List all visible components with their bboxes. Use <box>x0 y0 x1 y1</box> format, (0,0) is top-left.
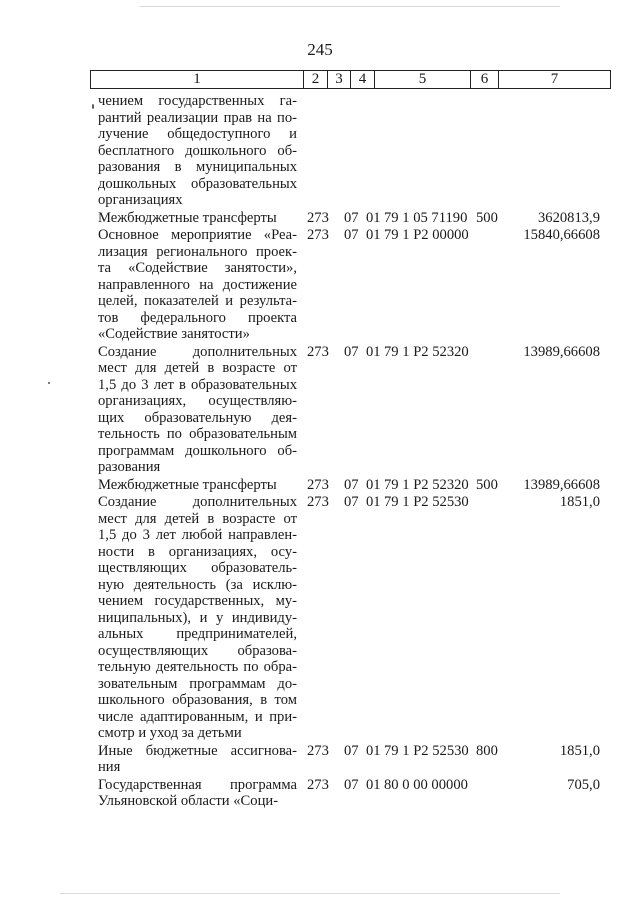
table-row <box>0 227 640 344</box>
row-name-line: лизация регионального проек- <box>98 243 297 260</box>
scan-mark <box>92 104 94 109</box>
row-ministry-code: 273 <box>307 494 329 510</box>
header-col-2: 2 <box>304 71 328 88</box>
row-name-line: щих образовательную дея- <box>98 409 297 426</box>
table-row <box>0 743 640 777</box>
row-name-line: тов федерального проекта <box>98 309 297 326</box>
row-name-line: разования <box>98 459 161 475</box>
row-section: 07 <box>344 494 359 510</box>
row-name <box>98 477 297 494</box>
row-name-line: Межбюджетные трансферты <box>98 476 277 493</box>
row-subsection: 01 <box>366 227 381 243</box>
row-name-line: смотр и уход за детьми <box>98 725 242 741</box>
row-name-line: числе адаптированным, и при- <box>98 708 297 725</box>
scan-mark <box>48 382 50 384</box>
row-name-line: чением государственных, му- <box>98 593 297 609</box>
row-section: 07 <box>344 227 359 243</box>
row-subsection: 01 <box>366 742 381 759</box>
table-body <box>0 93 640 811</box>
row-article: 79 1 P2 00000 <box>384 227 469 243</box>
row-name-line: целей, показателей и результа- <box>98 293 297 309</box>
row-name-line: Создание дополнительных <box>98 494 297 510</box>
row-name-line: программам дошкольного об- <box>98 442 297 459</box>
row-name-line: та «Содействие занятости», <box>98 260 297 276</box>
row-amount: 1851,0 <box>559 494 600 510</box>
row-name <box>98 210 297 227</box>
row-article: 79 1 P2 52320 <box>384 476 469 493</box>
row-name-line: мест для детей в возрасте от <box>98 360 297 376</box>
row-name-line: чением государственных га- <box>98 93 297 109</box>
table-row <box>0 494 640 743</box>
header-col-4: 4 <box>351 71 375 88</box>
row-name-line: бесплатного дошкольного об- <box>98 142 297 159</box>
row-amount: 13989,66608 <box>523 476 600 493</box>
row-subsection: 01 <box>366 209 381 226</box>
row-name-line: организациях, осуществляю- <box>98 393 297 409</box>
row-section: 07 <box>344 476 359 493</box>
row-name-line: разования в муниципальных <box>98 159 297 175</box>
row-expense-type: 500 <box>476 209 498 226</box>
header-col-6: 6 <box>471 71 499 88</box>
row-name <box>98 494 297 742</box>
table-header <box>90 70 611 89</box>
row-name-line: 1,5 до 3 лет в образовательных <box>98 376 297 393</box>
row-name-line: осуществляющих образова- <box>98 642 297 659</box>
row-amount: 13989,66608 <box>523 343 600 360</box>
row-subsection: 01 <box>366 343 381 360</box>
row-name-line: дошкольных образовательных <box>98 175 297 192</box>
row-name <box>98 227 297 343</box>
row-name <box>98 743 297 776</box>
row-name-line: Иные бюджетные ассигнова- <box>98 742 297 759</box>
row-article: 79 1 05 71190 <box>384 209 468 226</box>
row-name-line: ности в организациях, осу- <box>98 543 297 560</box>
row-name-line: 1,5 до 3 лет любой направлен- <box>98 527 297 543</box>
row-name <box>98 93 297 209</box>
row-ministry-code: 273 <box>307 742 329 759</box>
row-amount: 705,0 <box>567 776 600 793</box>
row-article: 79 1 P2 52530 <box>384 494 469 510</box>
row-ministry-code: 273 <box>307 343 329 360</box>
row-name-line: ную деятельность (за исклю- <box>98 576 297 593</box>
row-section: 07 <box>344 776 359 793</box>
row-amount: 1851,0 <box>559 742 600 759</box>
row-expense-type: 800 <box>476 742 498 759</box>
header-col-7: 7 <box>550 71 559 87</box>
row-section: 07 <box>344 209 359 226</box>
row-subsection: 01 <box>366 476 381 493</box>
row-name-line: ществляющих образователь- <box>98 560 297 576</box>
row-name-line: тельную деятельность по обра- <box>98 659 297 675</box>
row-name-line: Межбюджетные трансферты <box>98 209 277 226</box>
row-amount: 3620813,9 <box>537 209 600 226</box>
row-article: 79 1 P2 52320 <box>384 343 469 360</box>
scan-edge-top <box>140 6 560 7</box>
row-name-line: Основное мероприятие «Реа- <box>98 227 297 243</box>
scan-edge-bottom <box>60 893 560 894</box>
row-name-line: «Содействие занятости» <box>98 326 250 342</box>
row-name-line: зовательным программам до- <box>98 675 297 692</box>
row-ministry-code: 273 <box>307 227 329 243</box>
row-ministry-code: 273 <box>307 209 329 226</box>
row-amount: 15840,66608 <box>523 227 600 243</box>
row-ministry-code: 273 <box>307 476 329 493</box>
row-name-line: ния <box>98 759 121 775</box>
page-number: 245 <box>307 40 333 59</box>
row-name-line: мест для детей в возрасте от <box>98 510 297 527</box>
header-col-1: 1 <box>91 71 304 88</box>
table-row <box>0 777 640 811</box>
row-name-line: лучение общедоступного и <box>98 126 297 142</box>
row-subsection: 01 <box>366 494 381 510</box>
row-name-line: школьного образования, в том <box>98 692 297 708</box>
table-row <box>0 344 640 477</box>
row-name-line: организациях <box>98 192 183 208</box>
table-row <box>0 477 640 495</box>
row-ministry-code: 273 <box>307 776 329 793</box>
row-name-line: тельность по образовательным <box>98 426 297 442</box>
row-subsection: 01 <box>366 776 381 793</box>
row-article: 80 0 00 00000 <box>384 776 468 793</box>
header-col-3: 3 <box>328 71 351 88</box>
row-name-line: рантий реализации прав на по- <box>98 109 297 126</box>
header-col-5: 5 <box>375 71 471 88</box>
row-name <box>98 344 297 476</box>
row-name-line: Государственная программа <box>98 776 297 793</box>
row-name-line: альных предпринимателей, <box>98 626 297 642</box>
row-name-line: ниципальных), и у индивиду- <box>98 609 297 626</box>
row-name-line: направленного на достижение <box>98 276 297 293</box>
row-name-line: Создание дополнительных <box>98 343 297 360</box>
row-section: 07 <box>344 343 359 360</box>
table-row <box>0 210 640 228</box>
row-name-line: Ульяновской области «Соци- <box>98 793 279 809</box>
row-expense-type: 500 <box>476 476 498 493</box>
row-article: 79 1 P2 52530 <box>384 742 469 759</box>
table-row <box>0 93 640 210</box>
row-section: 07 <box>344 742 359 759</box>
row-name <box>98 777 297 810</box>
